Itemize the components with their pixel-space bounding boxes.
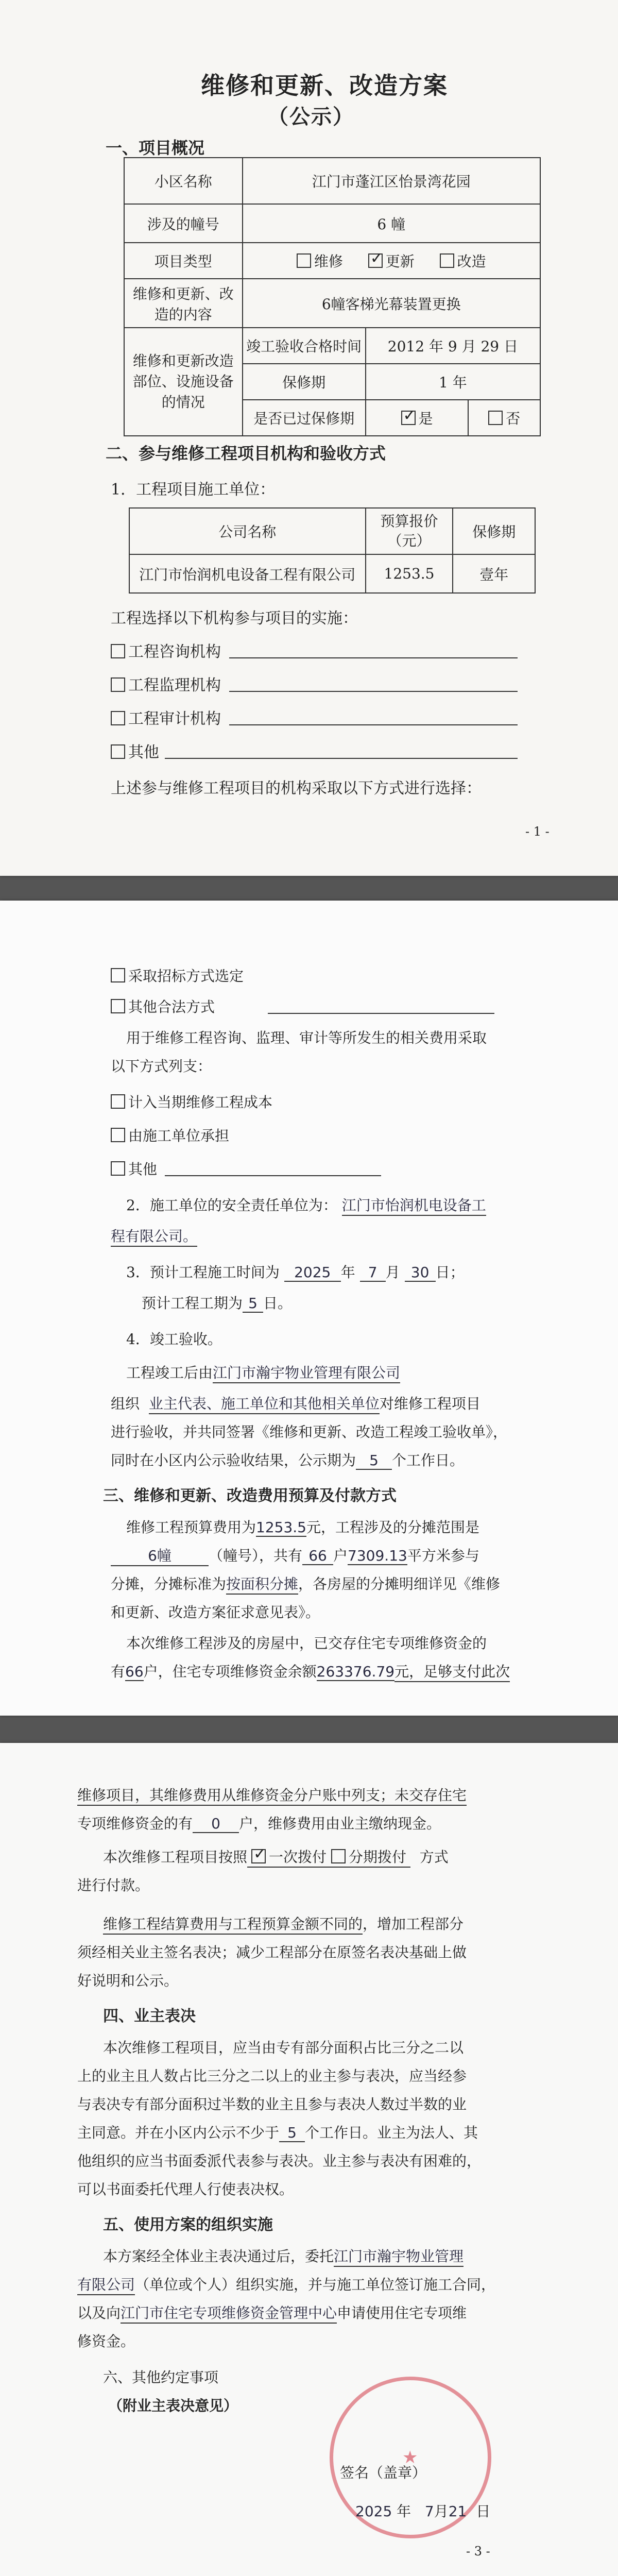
fee-opt-1-label: 计入当期维修工程成本 [128,1094,273,1111]
accept-method-text: 上述参与维修工程项目的机构采取以下方式进行选择： [111,779,482,798]
fund-mid: 户，住宅专项维修资金余额 [143,1663,317,1680]
value-warranty: 1 年 [366,364,540,400]
item-2-line-2 [111,1225,197,1247]
period-value: 5 [243,1295,263,1313]
period-prefix: 预计工程工期为 [142,1295,243,1312]
checkbox-audit [111,711,125,725]
fund-balance: 263376.79 [316,1663,395,1680]
safety-unit-value-1: 江门市怡润机电设备工 [342,1194,486,1216]
org-consult-label: 工程咨询机构 [128,643,221,661]
document-page-3 [0,1743,618,2576]
impl-suffix: （单位或个人）组织实施，并与施工单位签订施工合同， [135,2276,496,2293]
vote-line-5: 他组织的应当书面委派代表参与表决。业主参与表决有困难的， [77,2153,482,2170]
item-2-prefix: 2．施工单位的安全责任单位为： [126,1197,337,1214]
day-label: 日； [435,1264,465,1281]
no-fund-prefix: 专项维修资金的有 [77,1815,193,1832]
option-repair-label: 维修 [314,253,343,270]
publicity-days: 5 [356,1452,392,1470]
fee-opt-3-label: 其他 [128,1161,158,1178]
impl-line-4: 修资金。 [77,2333,135,2350]
org-consult-row [111,639,221,662]
year-label: 年 [340,1264,355,1281]
impl-prefix: 本方案经全体业主表决通过后，委托 [103,2248,334,2265]
budget-suffix: 元，工程涉及的分摊范围是 [306,1519,480,1536]
vote-publicity-prefix: 主同意。并在小区内公示不少于 [77,2124,280,2141]
settlement-text: 维修工程结算费用与工程预算金额不同的 [103,1913,363,1935]
acceptance-participants: 业主代表、施工单位和其他相关单位 [149,1393,380,1414]
allocation-area: 7309.13 [348,1547,407,1564]
budget-line-3 [111,1573,500,1595]
allocation-mid: （幢号），共有 [209,1547,303,1564]
fund-suffix: 元，足够支付此次 [394,1660,510,1682]
pay-once-label: 一次拨付 [269,1849,327,1866]
payment-line-1 [103,1846,449,1868]
checkbox-pay-once [251,1849,266,1863]
label-over-warranty: 是否已过保修期 [243,400,366,436]
start-year: 2025 [284,1264,341,1282]
acceptance-line-4 [111,1449,464,1470]
item-4: 4．竣工验收。 [126,1331,222,1348]
safety-unit-value-2: 程有限公司。 [111,1225,197,1247]
item-3-prefix: 3．预计工程施工时间为 [126,1264,280,1281]
month-label: 月 [385,1264,400,1281]
checkbox-renovate [440,253,454,268]
opt-tender-label: 采取招标方式选定 [128,968,244,985]
item-3-line-2 [142,1292,292,1313]
no-fund-suffix: 户，维修费用由业主缴纳现金。 [239,1815,441,1832]
cell-warranty: 壹年 [453,554,535,593]
document-title: 维修和更新、改造方案 [201,72,448,99]
apply-prefix: 以及向 [77,2304,121,2321]
project-overview-table [124,157,541,436]
label-content: 维修和更新、改造的内容 [124,279,243,328]
blank-line-audit [229,724,518,725]
fee-text-line-2: 以下方式列支： [111,1058,212,1075]
settlement-line-2: 须经相关业主签名表决；减少工程部分在原签名表决基础上做 [77,1944,467,1961]
payment-prefix: 本次维修工程项目按照 [103,1849,248,1866]
fund-line-1: 本次维修工程涉及的房屋中，已交存住宅专项维修资金的 [126,1635,487,1652]
impl-line-3 [77,2302,467,2324]
checkbox-legal [111,999,125,1013]
standard-suffix: ，各房屋的分摊明细详见《维修 [298,1575,501,1592]
blank-line-legal [268,1013,494,1014]
area-suffix: 平方米参与 [407,1547,479,1564]
settlement-line-3: 好说明和公示。 [77,1972,179,1989]
start-day: 30 [405,1264,436,1282]
org-other-row [111,739,159,762]
checkbox-fee-1 [111,1094,125,1109]
org-audit-row [111,706,221,728]
budget-line-1 [126,1516,479,1537]
blank-line-other [165,758,518,759]
label-project-type: 项目类型 [124,243,243,279]
org-other-label: 其他 [128,743,159,761]
blank-line-consult [229,657,518,658]
opt-tender-row [111,965,244,986]
sign-month-label: 月 [434,2503,449,2520]
label-warranty: 保修期 [243,364,366,400]
value-community: 江门市蓬江区怡景湾花园 [243,158,540,204]
sign-day: 21 [448,2503,467,2520]
start-month: 7 [360,1264,386,1282]
choose-orgs-text: 工程选择以下机构参与项目的实施： [111,609,358,628]
vote-line-2: 上的业主且人数占比三分之二以上的业主参与表决，应当经参 [77,2067,467,2084]
sign-month: 7 [424,2503,434,2520]
vote-line-1: 本次维修工程项目，应当由专有部分面积占比三分之二以 [103,2039,464,2056]
settlement-suffix: ，增加工程部分 [363,1916,464,1933]
vote-publicity-suffix: 个工作日。业主为法人、其 [305,2124,478,2141]
vote-line-4 [77,2122,478,2142]
org-supervise-row [111,672,221,695]
fee-opt-3-row [111,1158,157,1179]
households-unit: 户 [333,1547,348,1564]
impl-org-1: 江门市瀚宇物业管理 [334,2245,464,2267]
col-budget: 预算报价（元） [366,508,453,554]
section-1-heading: 一、项目概况 [106,138,205,158]
label-building: 涉及的幢号 [124,204,243,243]
sign-day-label: 日 [476,2503,491,2520]
attachment-note: （附业主表决意见） [108,2397,238,2414]
label-completion: 竣工验收合格时间 [243,328,366,364]
fee-opt-2-label: 由施工单位承担 [128,1127,230,1144]
checkbox-over-no [488,411,503,425]
fee-opt-1-row [111,1091,272,1112]
label-equipment: 维修和更新改造部位、设施设备的情况 [124,328,243,436]
checkbox-consult [111,644,125,658]
allocation-households: 66 [302,1547,333,1565]
section-5-heading: 五、使用方案的组织实施 [103,2216,273,2234]
continued-line-1 [77,1784,467,1806]
checkbox-fee-3 [111,1161,125,1176]
signature-date [355,2500,490,2521]
pay-installment-label: 分期拨付 [348,1849,406,1866]
budget-line-2 [111,1545,479,1566]
document-page-1 [0,0,618,876]
acceptance-prefix: 工程竣工后由 [126,1364,213,1381]
budget-prefix: 维修工程预算费用为 [126,1519,256,1536]
blank-line-fee-other [165,1175,381,1176]
section-2-heading: 二、参与维修工程项目机构和验收方式 [106,444,386,463]
fee-text-line-1: 用于维修工程咨询、监理、审计等所发生的相关费用采取 [126,1029,487,1046]
item-1-construction-unit: 1．工程项目施工单位： [111,481,276,499]
label-community: 小区名称 [124,158,243,204]
checkbox-supervise [111,677,125,692]
acceptance-line-1 [126,1362,400,1383]
impl-line-1 [103,2245,464,2267]
standard-prefix: 分摊，分摊标准为 [111,1575,227,1592]
acceptance-line-3: 进行验收，并共同签署《维修和更新、改造工程竣工验收单》， [111,1423,508,1440]
allocation-standard: 按面积分摊 [226,1573,298,1595]
allocation-buildings: 6幢 [111,1545,209,1566]
vote-publicity-days: 5 [279,2124,305,2142]
section-4-heading: 四、业主表决 [103,2007,196,2025]
col-company: 公司名称 [129,508,366,554]
item-3-line-1 [126,1261,465,1282]
impl-org-2: 有限公司 [77,2274,135,2295]
option-renovate-label: 改造 [457,253,486,270]
fund-prefix: 有 [111,1663,126,1680]
checkbox-pay-installment [331,1849,346,1863]
acceptance-org-prefix: 组织 [111,1395,140,1412]
cell-company: 江门市怡润机电设备工程有限公司 [129,554,366,593]
continued-text-1: 维修项目，其维修费用从维修资金分户账中列支；未交存住宅 [77,1784,467,1806]
cell-budget: 1253.5 [366,554,453,593]
document-page-2 [0,901,618,1716]
payment-line-2: 进行付款。 [77,1877,150,1894]
page-number-1: - 1 - [525,824,550,839]
publicity-suffix: 个工作日。 [392,1452,465,1469]
period-suffix: 日。 [263,1295,293,1312]
over-yes-label: 是 [418,410,433,427]
section-6-heading: 六、其他约定事项 [103,2369,219,2386]
vote-line-3: 与表决专有部分面积过半数的业主且参与表决人数过半数的业 [77,2096,467,2113]
checkbox-other [111,744,125,759]
checkbox-repair [297,253,311,268]
over-no-label: 否 [506,410,521,427]
checkbox-update [368,253,383,268]
acceptance-org: 江门市瀚宇物业管理有限公司 [213,1362,400,1383]
impl-line-2 [77,2274,495,2295]
seal-star-icon: ★ [402,2447,418,2468]
apply-suffix: 申请使用住宅专项维 [337,2304,467,2321]
checkbox-tender [111,968,125,982]
opt-legal-row [111,996,215,1016]
acceptance-org-suffix: 对维修工程项目 [379,1395,480,1412]
no-fund-households: 0 [193,1815,239,1833]
page-number-3: - 3 - [466,2544,490,2558]
section-3-heading: 三、维修和更新、改造费用预算及付款方式 [103,1487,397,1505]
org-audit-label: 工程审计机构 [128,710,221,728]
fund-line-2 [111,1660,510,1682]
construction-unit-table [129,507,536,594]
sign-year: 2025 [355,2503,392,2520]
org-supervise-label: 工程监理机构 [128,676,221,694]
fund-center: 江门市住宅专项维修资金管理中心 [121,2302,337,2324]
payment-options [247,1846,410,1868]
value-content: 6幢客梯光幕装置更换 [243,279,540,328]
document-subtitle: （公示） [268,105,354,129]
budget-line-4: 和更新、改造方案征求意见表》。 [111,1604,320,1621]
project-type-options [243,243,540,279]
signature-label: 签名（盖章） [340,2464,427,2481]
checkbox-fee-2 [111,1128,125,1142]
checkbox-over-yes [401,411,416,425]
blank-line-supervise [229,691,518,692]
publicity-prefix: 同时在小区内公示验收结果，公示期为 [111,1452,356,1469]
value-completion: 2012 年 9 月 29 日 [366,328,540,364]
value-building: 6 幢 [243,204,540,243]
opt-legal-label: 其他合法方式 [128,998,215,1015]
fee-opt-2-row [111,1125,229,1145]
sign-year-label: 年 [397,2503,411,2520]
budget-value: 1253.5 [256,1519,306,1536]
option-update-label: 更新 [385,253,415,270]
payment-suffix: 方式 [419,1849,449,1866]
vote-line-6: 可以书面委托代理人行使表决权。 [77,2181,294,2198]
col-warranty: 保修期 [453,508,535,554]
acceptance-line-2 [111,1393,480,1414]
fund-households: 66 [125,1663,144,1680]
settlement-line-1 [103,1913,464,1935]
continued-line-2 [77,1812,441,1833]
item-2-line-1 [126,1194,486,1216]
